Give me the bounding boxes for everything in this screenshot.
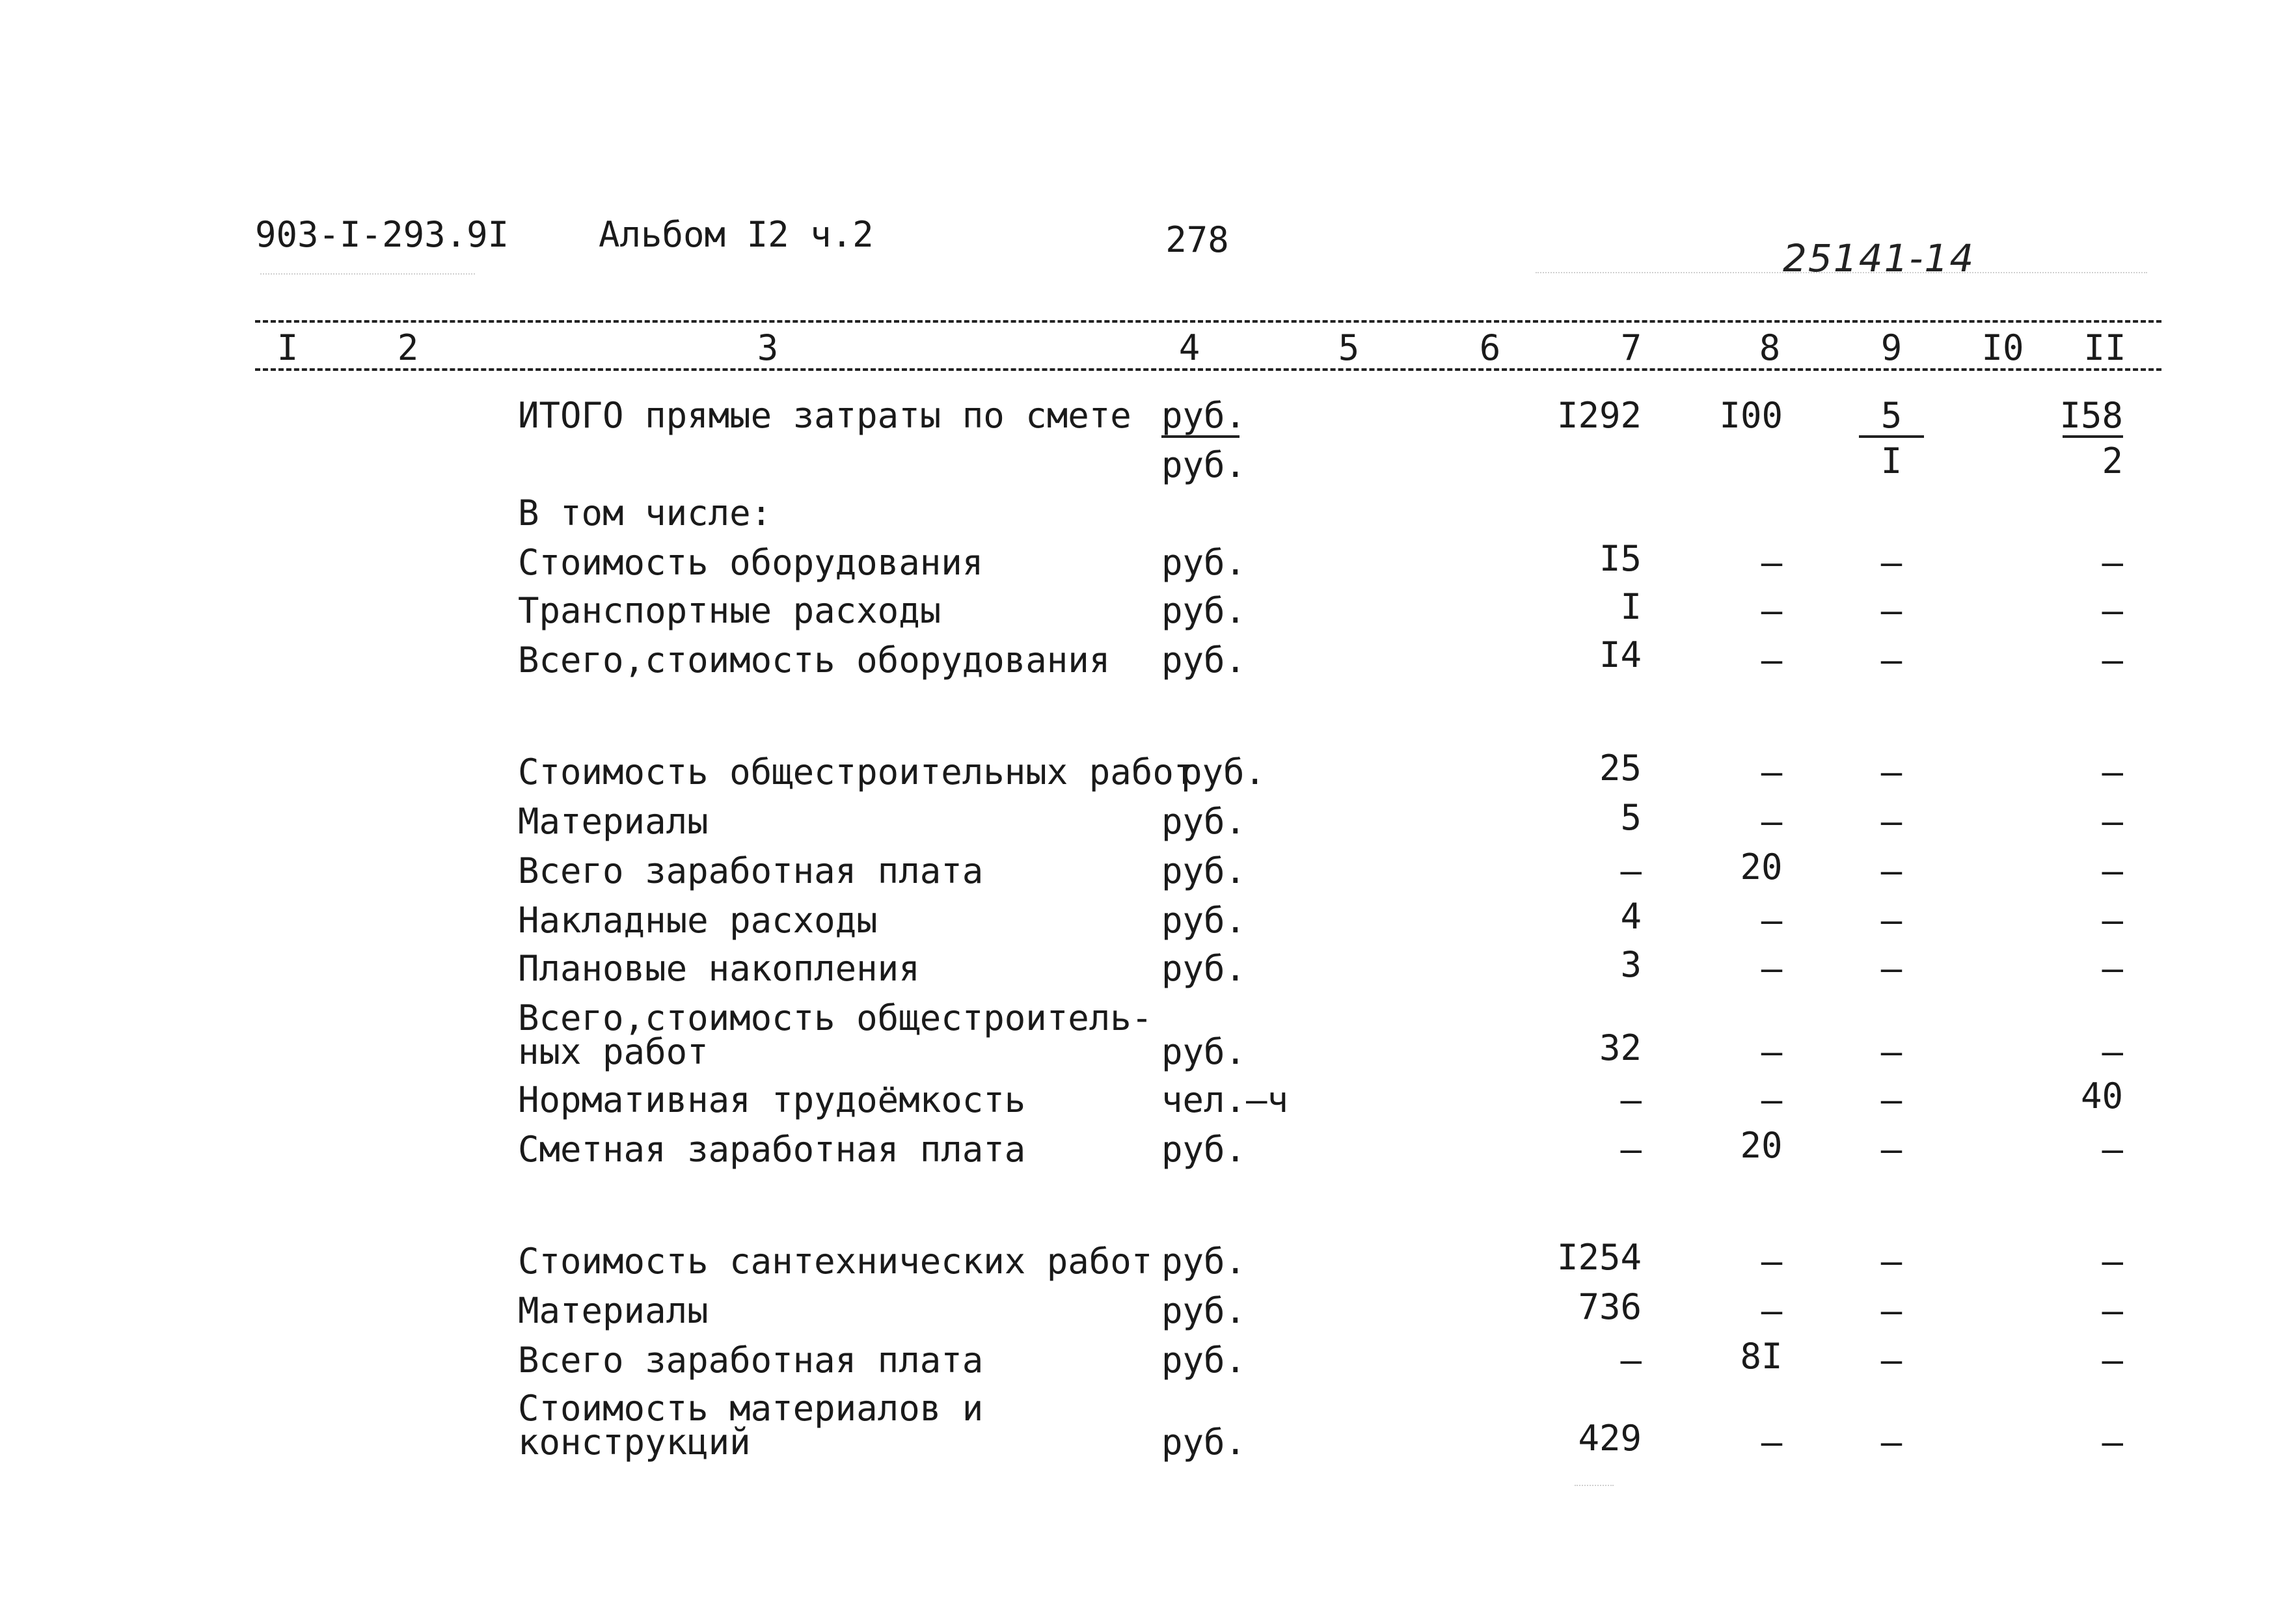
row-col8: – bbox=[1761, 542, 1783, 583]
unit-underline bbox=[1161, 435, 1239, 438]
row-unit: руб. bbox=[1161, 900, 1247, 941]
row-unit: руб. bbox=[1161, 948, 1247, 989]
row-unit: руб. bbox=[1161, 1290, 1247, 1331]
row-col11: – bbox=[2102, 1031, 2123, 1072]
row-unit: руб. bbox=[1161, 590, 1247, 631]
row-col8: – bbox=[1761, 640, 1783, 681]
row-col11: – bbox=[2102, 1241, 2123, 1282]
row-unit: руб. bbox=[1161, 395, 1247, 436]
row-unit: руб. bbox=[1161, 542, 1247, 583]
row-col9: – bbox=[1880, 1241, 1903, 1282]
doc-code: 903-I-293.9I bbox=[255, 214, 509, 255]
row-col11: 40 bbox=[2080, 1076, 2123, 1116]
row-name: Стоимость оборудования bbox=[518, 542, 984, 583]
row-name: Материалы bbox=[518, 801, 709, 842]
row-col8: 8I bbox=[1740, 1336, 1783, 1377]
row-col11: 2 bbox=[2102, 440, 2123, 481]
row-col11: – bbox=[2102, 850, 2123, 891]
row-col11: – bbox=[2102, 948, 2123, 989]
col-num-6: 6 bbox=[1479, 327, 1501, 368]
row-name: Всего,стоимость общестроитель- bbox=[518, 997, 1153, 1038]
row-col7: 429 bbox=[1578, 1418, 1642, 1459]
col-num-1: I bbox=[277, 327, 299, 368]
row-col11: – bbox=[2102, 1290, 2123, 1331]
row-col11: – bbox=[2102, 801, 2123, 842]
row-col8: 20 bbox=[1740, 846, 1783, 887]
row-col9: – bbox=[1880, 900, 1903, 941]
row-unit: руб. bbox=[1161, 850, 1247, 891]
row-col9: – bbox=[1880, 1422, 1903, 1463]
row-name: Плановые накопления bbox=[518, 948, 920, 989]
col-num-10: I0 bbox=[1981, 327, 2024, 368]
row-unit: руб. bbox=[1161, 444, 1247, 485]
album-label: Альбом I2 ч.2 bbox=[599, 214, 874, 255]
col-num-4: 4 bbox=[1178, 327, 1200, 368]
row-col7: 32 bbox=[1599, 1027, 1642, 1068]
row-col7: I292 bbox=[1556, 395, 1642, 436]
row-name: Накладные расходы bbox=[518, 900, 878, 941]
row-col7: – bbox=[1620, 1340, 1642, 1381]
row-col7: – bbox=[1620, 850, 1642, 891]
row-col8: – bbox=[1761, 801, 1783, 842]
row-name: Транспортные расходы bbox=[518, 590, 941, 631]
row-col9: – bbox=[1880, 801, 1903, 842]
row-col7: 5 bbox=[1620, 797, 1642, 838]
row-unit: руб. bbox=[1181, 751, 1266, 792]
row-col7: I4 bbox=[1599, 634, 1642, 675]
col-num-11: II bbox=[2083, 327, 2126, 368]
row-col8: – bbox=[1761, 1031, 1783, 1072]
row-col9: – bbox=[1880, 1129, 1903, 1170]
row-col7: 4 bbox=[1620, 896, 1642, 937]
col-num-3: 3 bbox=[757, 327, 779, 368]
header-rule-top bbox=[255, 320, 2161, 323]
row-col7: – bbox=[1620, 1129, 1642, 1170]
col-num-2: 2 bbox=[397, 327, 419, 368]
row-col8: – bbox=[1761, 590, 1783, 631]
row-name: Сметная заработная плата bbox=[518, 1129, 1026, 1170]
row-col7: – bbox=[1620, 1079, 1642, 1120]
row-col7: 736 bbox=[1578, 1286, 1642, 1327]
row-name: ИТОГО прямые затраты по смете bbox=[518, 395, 1131, 436]
row-unit: руб. bbox=[1161, 1241, 1247, 1282]
row-col11: – bbox=[2102, 542, 2123, 583]
row-unit: руб. bbox=[1161, 640, 1247, 681]
row-col11: – bbox=[2102, 1129, 2123, 1170]
fraction-line-col11 bbox=[2063, 435, 2123, 438]
row-col8: – bbox=[1761, 1290, 1783, 1331]
row-col9: – bbox=[1880, 751, 1903, 792]
scan-noise bbox=[1536, 272, 2147, 273]
row-col9: I bbox=[1880, 440, 1903, 481]
col-num-8: 8 bbox=[1759, 327, 1781, 368]
col-num-5: 5 bbox=[1338, 327, 1360, 368]
row-col7: I254 bbox=[1556, 1237, 1642, 1278]
row-name: Стоимость сантехнических работ bbox=[518, 1241, 1153, 1282]
row-col7: 25 bbox=[1599, 748, 1642, 789]
row-unit: чел.–ч bbox=[1161, 1079, 1289, 1120]
row-unit: руб. bbox=[1161, 1129, 1247, 1170]
row-unit: руб. bbox=[1161, 801, 1247, 842]
row-col7: I bbox=[1620, 586, 1642, 627]
row-col11: – bbox=[2102, 1340, 2123, 1381]
row-col7: 3 bbox=[1620, 944, 1642, 985]
row-col8: I00 bbox=[1719, 395, 1783, 436]
row-col9: – bbox=[1880, 1079, 1903, 1120]
row-col9: – bbox=[1880, 640, 1903, 681]
row-col11: – bbox=[2102, 640, 2123, 681]
row-col9: – bbox=[1880, 1340, 1903, 1381]
row-col8: 20 bbox=[1740, 1125, 1783, 1166]
col-num-7: 7 bbox=[1620, 327, 1642, 368]
row-name: Нормативная трудоёмкость bbox=[518, 1079, 1026, 1120]
row-col8: – bbox=[1761, 1079, 1783, 1120]
scan-noise bbox=[1575, 1485, 1614, 1486]
row-name: Стоимость материалов и bbox=[518, 1388, 984, 1429]
row-col9: – bbox=[1880, 948, 1903, 989]
row-unit: руб. bbox=[1161, 1340, 1247, 1381]
row-col11: – bbox=[2102, 900, 2123, 941]
row-name: Материалы bbox=[518, 1290, 709, 1331]
row-col9: – bbox=[1880, 850, 1903, 891]
page-number: 278 bbox=[1165, 219, 1229, 260]
row-name: Стоимость общестроительных работ bbox=[518, 751, 1195, 792]
row-col8: – bbox=[1761, 751, 1783, 792]
row-name: В том числе: bbox=[518, 493, 772, 534]
row-col8: – bbox=[1761, 948, 1783, 989]
row-col11: – bbox=[2102, 751, 2123, 792]
row-name-continued: конструкций bbox=[518, 1422, 751, 1463]
row-unit: руб. bbox=[1161, 1422, 1247, 1463]
row-name-continued: ных работ bbox=[518, 1031, 709, 1072]
row-name: Всего,стоимость оборудования bbox=[518, 640, 1111, 681]
row-name: Всего заработная плата bbox=[518, 1340, 984, 1381]
row-name: Всего заработная плата bbox=[518, 850, 984, 891]
row-col11: I58 bbox=[2059, 395, 2123, 436]
row-col9: – bbox=[1880, 590, 1903, 631]
row-col7: I5 bbox=[1599, 538, 1642, 579]
row-unit: руб. bbox=[1161, 1031, 1247, 1072]
row-col9: – bbox=[1880, 542, 1903, 583]
fraction-line-col9 bbox=[1859, 435, 1924, 438]
row-col9: 5 bbox=[1880, 395, 1903, 436]
handwritten-stamp: 25141-14 bbox=[1783, 236, 1975, 280]
scan-noise bbox=[260, 273, 475, 275]
row-col8: – bbox=[1761, 1422, 1783, 1463]
header-rule-bottom bbox=[255, 368, 2161, 371]
row-col9: – bbox=[1880, 1031, 1903, 1072]
row-col11: – bbox=[2102, 590, 2123, 631]
row-col8: – bbox=[1761, 900, 1783, 941]
row-col11: – bbox=[2102, 1422, 2123, 1463]
row-col8: – bbox=[1761, 1241, 1783, 1282]
row-col9: – bbox=[1880, 1290, 1903, 1331]
col-num-9: 9 bbox=[1880, 327, 1903, 368]
